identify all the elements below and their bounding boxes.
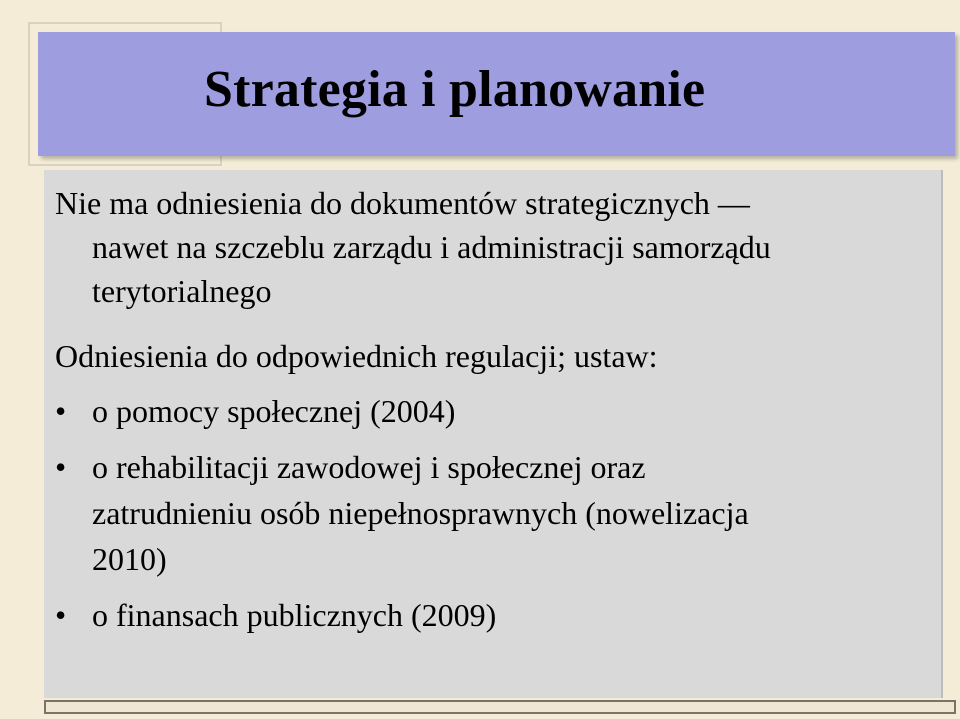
list-item-line: zatrudnieniu osób niepełnosprawnych (nowelizacja <box>92 495 749 531</box>
regulations-list <box>55 388 935 648</box>
paragraph-regulations: Odniesienia do odpowiednich regulacji; ustaw: <box>55 338 658 374</box>
paragraph-line: terytorialnego <box>92 273 272 309</box>
bottom-bar <box>44 700 956 714</box>
bullet-icon: • <box>55 393 67 429</box>
list-item <box>55 444 935 582</box>
list-item <box>55 592 935 638</box>
bullet-icon: • <box>55 597 67 633</box>
list-item-line: o rehabilitacji zawodowej i społecznej oraz <box>92 449 646 485</box>
bullet-icon: • <box>55 449 67 485</box>
slide-title: Strategia i planowanie <box>204 61 706 118</box>
list-item-line: o finansach publicznych (2009) <box>92 597 497 633</box>
list-item <box>55 388 935 434</box>
paragraph-line: nawet na szczeblu zarządu i administracji samorządu <box>92 229 771 265</box>
list-item-line: o pomocy społecznej (2004) <box>92 393 456 429</box>
list-item-line: 2010) <box>92 541 167 577</box>
paragraph-no-strategy <box>55 181 935 313</box>
paragraph-line: Nie ma odniesienia do dokumentów strategicznych — <box>55 185 750 221</box>
